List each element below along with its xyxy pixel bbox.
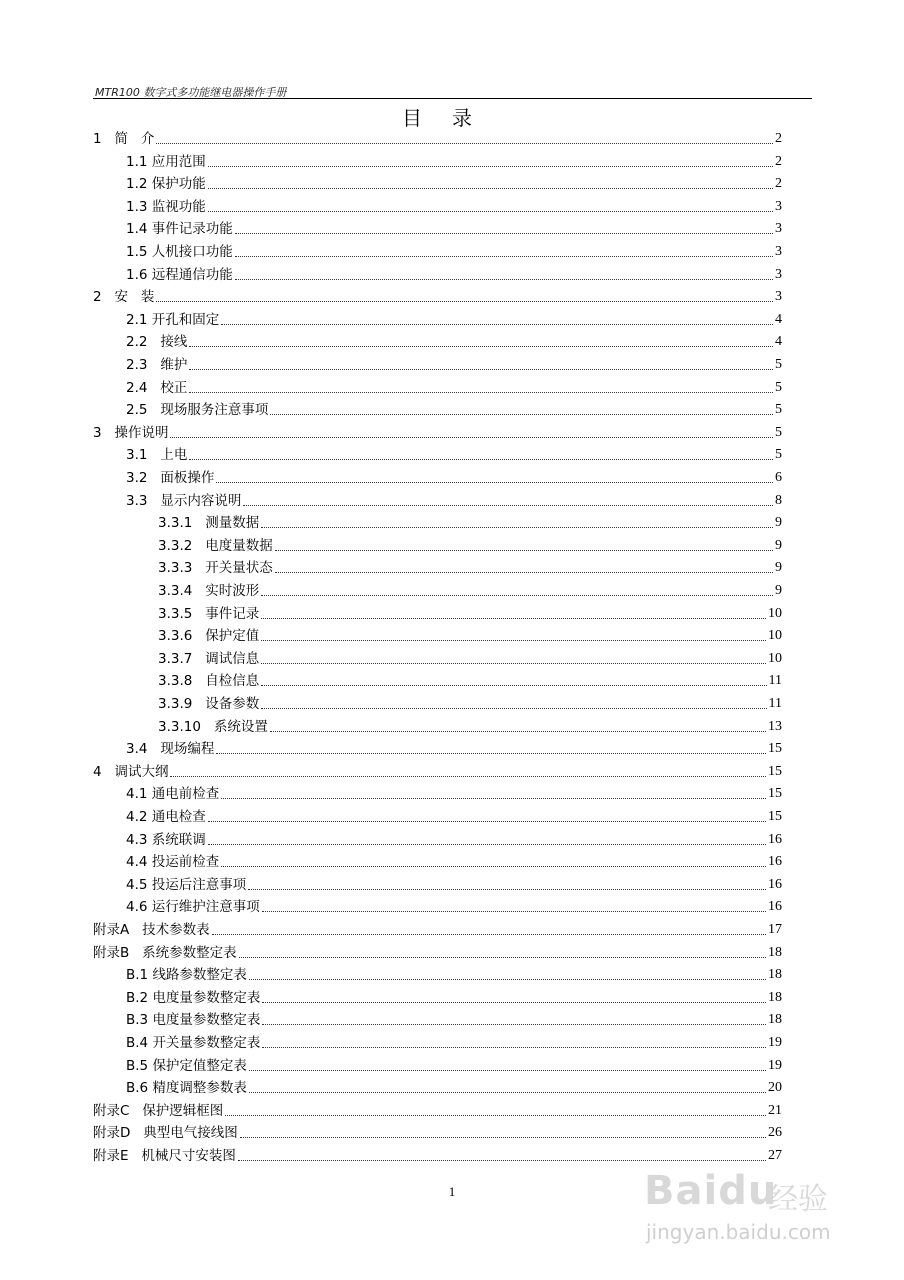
toc-entry[interactable] [126, 264, 782, 284]
toc-entry[interactable] [126, 218, 782, 238]
toc-entry-page: 2 [775, 153, 782, 169]
toc-dot-leader [208, 843, 766, 845]
toc-entry[interactable] [158, 557, 782, 577]
toc-entry-page: 11 [768, 673, 782, 689]
toc-entry[interactable] [126, 738, 782, 758]
running-header: MTR100 数字式多功能继电器操作手册 [95, 86, 287, 99]
toc-entry[interactable] [93, 942, 782, 962]
toc-entry-number: 3.3.6 [158, 628, 206, 645]
toc-entry-page: 5 [775, 357, 782, 372]
toc-entry-label: 现场编程 [160, 741, 215, 758]
toc-entry-label: 开孔和固定 [151, 311, 220, 328]
toc-entry[interactable] [126, 851, 782, 871]
toc-entry-label: 安 装 [114, 289, 155, 306]
toc-entry-page: 6 [775, 470, 782, 485]
toc-entry-number: 3.3.9 [158, 696, 206, 712]
toc-entry[interactable] [93, 286, 782, 306]
toc-entry[interactable] [158, 512, 782, 532]
toc-entry-label: 简 介 [114, 131, 155, 147]
watermark-url: jingyan.baidu.com [646, 1220, 831, 1244]
toc-dot-leader [189, 368, 773, 370]
toc-entry-number: 2 [93, 289, 115, 306]
toc-entry[interactable] [126, 444, 782, 464]
toc-entry[interactable] [93, 422, 782, 442]
toc-entry-label: 系统参数整定表 [142, 944, 237, 961]
toc-dot-leader [240, 1136, 766, 1138]
toc-entry-page: 2 [775, 176, 782, 192]
toc-entry-number: 附录C [93, 1102, 143, 1119]
toc-entry-label: 现场服务注意事项 [160, 402, 269, 419]
toc-entry-label: 电度量参数整定表 [152, 1012, 261, 1029]
toc-entry[interactable] [126, 309, 782, 329]
toc-entry-page: 19 [768, 1035, 782, 1050]
toc-dot-leader [262, 1001, 766, 1003]
toc-dot-leader [261, 617, 766, 619]
toc-entry-page: 20 [768, 1080, 782, 1096]
toc-entry-label: 调试信息 [205, 650, 260, 667]
toc-dot-leader [261, 684, 766, 686]
watermark [640, 1168, 830, 1258]
toc-entry[interactable] [126, 829, 782, 849]
toc-entry-page: 4 [775, 334, 782, 350]
toc-entry-number: 3.3.8 [158, 673, 206, 690]
toc-entry-number: 附录E [93, 1148, 142, 1164]
toc-entry-page: 9 [775, 515, 782, 531]
toc-entry-page: 21 [768, 1102, 782, 1118]
toc-dot-leader [261, 662, 766, 664]
toc-entry[interactable] [126, 874, 782, 894]
toc-entry-label: 设备参数 [205, 696, 260, 712]
toc-entry-label: 精度调整参数表 [152, 1080, 247, 1097]
toc-entry-page: 13 [768, 718, 782, 734]
toc-entry[interactable] [126, 377, 782, 397]
toc-entry-label: 测量数据 [205, 515, 260, 532]
toc-entry-number: B.6 [126, 1080, 153, 1097]
toc-entry-number: 1 [93, 131, 115, 147]
toc-entry-page: 2 [775, 131, 782, 146]
toc-entry-number: B.1 [126, 967, 153, 984]
toc-entry-page: 5 [775, 402, 782, 418]
toc-entry-number: 1.6 [126, 266, 152, 283]
toc-dot-leader [270, 730, 766, 732]
toc-entry-number: 4.1 [126, 786, 152, 803]
toc-entry-number: 4 [93, 763, 115, 780]
toc-entry-label: 投运后注意事项 [151, 876, 247, 893]
toc-dot-leader [275, 571, 773, 573]
toc-entry-number: 3.3.10 [158, 718, 214, 735]
toc-entry[interactable] [93, 128, 782, 148]
toc-dot-leader [243, 504, 773, 506]
toc-entry-number: 3.3.5 [158, 605, 206, 622]
toc-entry-label: 保护功能 [151, 176, 206, 193]
toc-entry-page: 18 [768, 989, 782, 1005]
toc-entry-label: 保护定值整定表 [152, 1057, 247, 1074]
toc-entry-label: 操作说明 [114, 424, 169, 441]
toc-entry-label: 开关量参数整定表 [152, 1035, 261, 1051]
toc-entry-label: 典型电气接线图 [143, 1125, 238, 1142]
toc-entry-number: 3.3.7 [158, 650, 206, 667]
toc-dot-leader [156, 300, 773, 302]
toc-entry-page: 9 [775, 560, 782, 576]
toc-entry-label: 系统联调 [151, 831, 206, 848]
toc-dot-leader [208, 820, 766, 822]
toc-dot-leader [216, 752, 766, 754]
toc-entry-label: 线路参数整定表 [152, 967, 247, 984]
toc-entry-page: 17 [768, 922, 782, 937]
toc-dot-leader [156, 142, 773, 144]
toc-entry-page: 11 [768, 696, 782, 711]
toc-entry-number: 4.6 [126, 899, 152, 916]
toc-entry-page: 5 [775, 379, 782, 395]
toc-entry-page: 3 [775, 289, 782, 305]
toc-entry-page: 15 [768, 809, 782, 824]
toc-entry-label: 电度量参数整定表 [152, 989, 261, 1006]
toc-entry-label: 保护定值 [205, 628, 260, 645]
toc-entry-page: 15 [768, 786, 782, 802]
toc-entry-number: B.4 [126, 1035, 153, 1051]
toc-entry-page: 15 [768, 763, 782, 779]
toc-entry[interactable] [158, 580, 782, 600]
header-rule [93, 98, 812, 99]
toc-entry-number: 附录A [93, 922, 143, 938]
toc-entry[interactable] [158, 670, 782, 690]
toc-entry-number: 4.3 [126, 831, 152, 848]
toc-entry[interactable] [158, 693, 782, 713]
watermark-logo: Baidu [644, 1168, 778, 1214]
toc-entry-page: 3 [775, 266, 782, 282]
toc-entry-label: 人机接口功能 [151, 244, 233, 260]
toc-entry-number: 1.4 [126, 221, 152, 238]
toc-title: 目录 [402, 106, 502, 130]
toc-entry-number: 2.1 [126, 311, 152, 328]
toc-entry[interactable] [126, 151, 782, 171]
toc-entry[interactable] [126, 354, 782, 374]
toc-entry-number: 1.2 [126, 176, 152, 193]
toc-dot-leader [208, 210, 773, 212]
toc-dot-leader [235, 255, 773, 257]
toc-entry-page: 19 [768, 1057, 782, 1073]
toc-entry[interactable] [126, 331, 782, 351]
toc-entry-page: 9 [775, 583, 782, 598]
toc-dot-leader [249, 1069, 766, 1071]
toc-dot-leader [261, 594, 773, 596]
toc-dot-leader [189, 391, 773, 393]
toc-entry-label: 调试大纲 [114, 763, 169, 780]
toc-entry-label: 自检信息 [205, 673, 260, 690]
toc-dot-leader [238, 1159, 766, 1161]
toc-entry-label: 技术参数表 [142, 922, 210, 938]
toc-entry[interactable] [126, 1032, 782, 1052]
toc-entry-page: 9 [775, 537, 782, 553]
toc-entry-number: 附录B [93, 944, 143, 961]
toc-entry-page: 10 [768, 605, 782, 621]
toc-entry[interactable] [126, 896, 782, 916]
toc-entry[interactable] [126, 399, 782, 419]
toc-entry[interactable] [126, 467, 782, 487]
toc-dot-leader [189, 345, 773, 347]
toc-entry-label: 监视功能 [151, 198, 206, 215]
toc-entry-number: 附录D [93, 1125, 144, 1142]
toc-entry-number: 3.3.3 [158, 560, 206, 577]
toc-entry-number: 3.1 [126, 447, 161, 464]
toc-entry[interactable] [126, 783, 782, 803]
toc-dot-leader [235, 278, 773, 280]
toc-dot-leader [221, 323, 773, 325]
toc-entry-page: 3 [775, 221, 782, 237]
toc-entry-page: 4 [775, 311, 782, 327]
toc-entry[interactable] [93, 1122, 782, 1142]
toc-dot-leader [170, 436, 773, 438]
toc-entry-label: 通电前检查 [151, 786, 220, 803]
toc-entry-number: 3.3 [126, 492, 161, 509]
toc-entry[interactable] [126, 490, 782, 510]
toc-entry-label: 实时波形 [205, 583, 260, 599]
toc-dot-leader [170, 775, 766, 777]
toc-dot-leader [189, 458, 773, 460]
toc-entry-label: 投运前检查 [151, 854, 220, 871]
toc-dot-leader [249, 1091, 766, 1093]
toc-entry-page: 27 [768, 1148, 782, 1163]
toc-entry-number: 2.2 [126, 334, 161, 351]
toc-entry-label: 保护逻辑框图 [142, 1102, 224, 1119]
toc-entry[interactable] [126, 1009, 782, 1029]
toc-dot-leader [270, 413, 773, 415]
toc-dot-leader [221, 865, 766, 867]
toc-entry-page: 8 [775, 492, 782, 508]
watermark-brand: 经验 [768, 1182, 828, 1217]
toc-entry[interactable] [93, 761, 782, 781]
toc-entry-page: 16 [768, 899, 782, 915]
toc-entry-page: 16 [768, 854, 782, 870]
toc-entry-page: 10 [768, 650, 782, 666]
toc-entry-label: 面板操作 [160, 470, 215, 486]
toc-entry-number: B.3 [126, 1012, 153, 1029]
toc-entry-label: 事件记录 [205, 605, 260, 622]
toc-entry-number: 1.5 [126, 244, 152, 260]
toc-entry-number: 3.3.2 [158, 537, 206, 554]
toc-dot-leader [212, 933, 766, 935]
toc-dot-leader [262, 1046, 766, 1048]
toc-entry-page: 18 [768, 1012, 782, 1028]
toc-entry-label: 维护 [160, 357, 188, 373]
toc-entry-page: 16 [768, 831, 782, 847]
toc-entry-number: B.2 [126, 989, 153, 1006]
toc-entry[interactable] [158, 648, 782, 668]
toc-entry-number: 3.4 [126, 741, 161, 758]
toc-dot-leader [216, 481, 773, 483]
toc-entry-number: 1.3 [126, 198, 152, 215]
toc-entry-number: 3.3.4 [158, 583, 206, 599]
toc-entry-label: 上电 [160, 447, 188, 464]
toc-entry-number: B.5 [126, 1057, 153, 1074]
toc-entry-label: 机械尺寸安装图 [141, 1148, 236, 1164]
toc-entry-label: 运行维护注意事项 [151, 899, 260, 916]
toc-entry-number: 4.4 [126, 854, 152, 871]
toc-entry[interactable] [126, 173, 782, 193]
toc-entry-label: 事件记录功能 [151, 221, 233, 238]
toc-dot-leader [262, 1023, 766, 1025]
toc-entry-number: 3.3.1 [158, 515, 206, 532]
toc-entry[interactable] [158, 535, 782, 555]
toc-dot-leader [239, 956, 766, 958]
toc-entry-page: 26 [768, 1125, 782, 1141]
toc-entry-label: 开关量状态 [205, 560, 273, 577]
toc-dot-leader [248, 888, 766, 890]
toc-entry-label: 显示内容说明 [160, 492, 242, 509]
page-number: 1 [448, 1184, 456, 1199]
toc-entry-page: 15 [768, 741, 782, 757]
toc-entry-number: 3.2 [126, 470, 161, 486]
toc-dot-leader [262, 910, 766, 912]
toc-dot-leader [261, 707, 766, 709]
toc-entry[interactable] [126, 806, 782, 826]
toc-entry-page: 5 [775, 447, 782, 463]
toc-entry[interactable] [158, 603, 782, 623]
toc-entry-number: 1.1 [126, 153, 152, 170]
toc-entry-label: 校正 [160, 379, 188, 396]
toc-entry-label: 远程通信功能 [151, 266, 233, 283]
toc-dot-leader [261, 526, 773, 528]
toc-entry-number: 2.4 [126, 379, 161, 396]
toc-entry-page: 18 [768, 967, 782, 983]
toc-entry-number: 2.5 [126, 402, 161, 419]
toc-entry-label: 应用范围 [151, 153, 206, 170]
toc-entry[interactable] [126, 1055, 782, 1075]
toc-entry[interactable] [93, 1100, 782, 1120]
toc-dot-leader [275, 549, 773, 551]
toc-dot-leader [261, 639, 766, 641]
toc-entry-page: 18 [768, 944, 782, 960]
toc-dot-leader [208, 187, 773, 189]
toc-entry-page: 10 [768, 628, 782, 644]
toc-entry-page: 16 [768, 876, 782, 892]
toc-entry[interactable] [126, 964, 782, 984]
toc-dot-leader [235, 232, 773, 234]
toc-entry[interactable] [126, 241, 782, 261]
toc-entry[interactable] [126, 1077, 782, 1097]
toc-entry-number: 4.2 [126, 809, 152, 825]
toc-entry[interactable] [93, 919, 782, 939]
toc-dot-leader [208, 165, 773, 167]
toc-entry-number: 2.3 [126, 357, 161, 373]
toc-entry-number: 4.5 [126, 876, 152, 893]
toc-entry-label: 接线 [160, 334, 188, 351]
toc-dot-leader [221, 797, 766, 799]
toc-entry[interactable] [126, 987, 782, 1007]
toc-entry-label: 电度量数据 [205, 537, 273, 554]
toc-entry[interactable] [126, 196, 782, 216]
toc-entry-page: 5 [775, 424, 782, 440]
toc-dot-leader [225, 1114, 766, 1116]
toc-entry-page: 3 [775, 198, 782, 214]
toc-entry[interactable] [158, 716, 782, 736]
toc-entry[interactable] [93, 1145, 782, 1165]
toc-entry[interactable] [158, 625, 782, 645]
toc-entry-label: 系统设置 [213, 718, 268, 735]
toc-entry-label: 通电检查 [151, 809, 206, 825]
toc-entry-page: 3 [775, 244, 782, 259]
toc-entry-number: 3 [93, 424, 115, 441]
toc-dot-leader [249, 978, 766, 980]
